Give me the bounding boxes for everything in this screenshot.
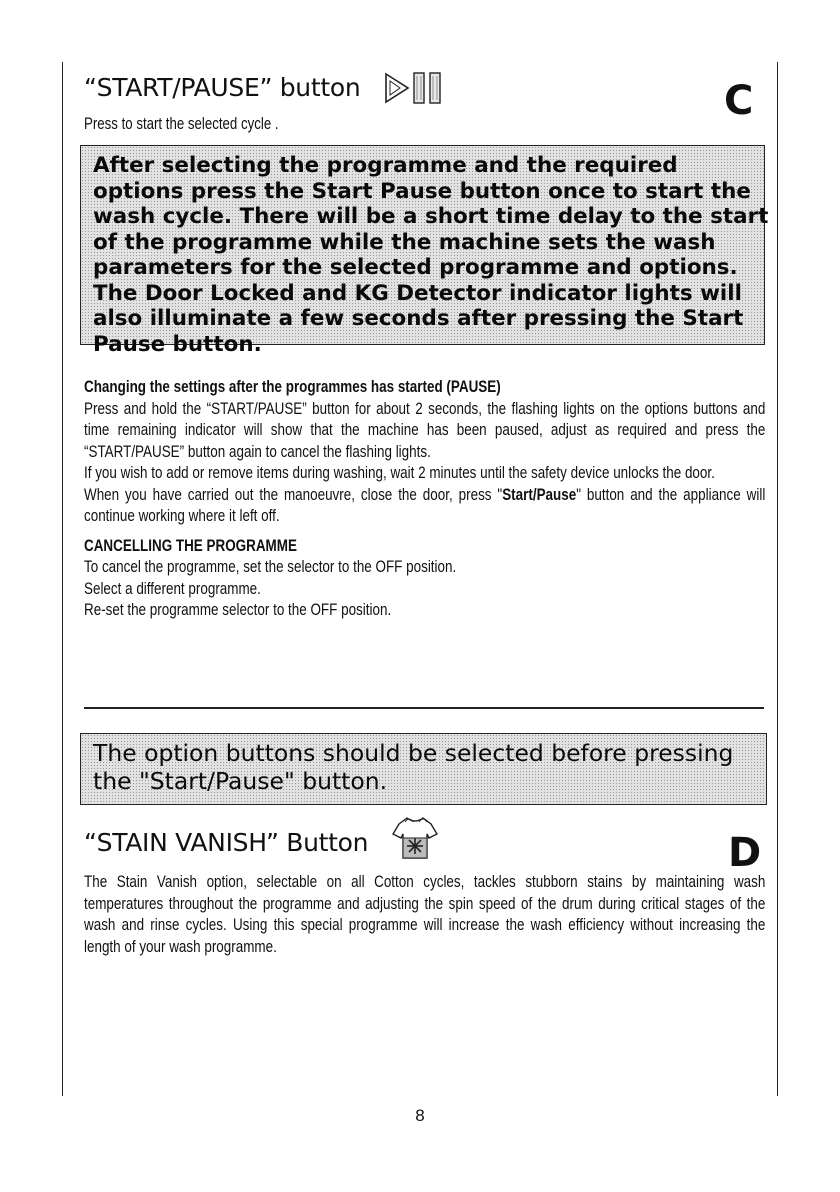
changing-settings-section [84,377,765,622]
continue-paragraph: When you have carried out the manoeuvre, close the door, press "Start/Pause" button and the appliance will continue working where it left off. [84,485,766,525]
start-pause-note-text: After selecting the programme and the required options press the Start Pause button once to start the wash cycle. There will be a short time delay to the start of the programme while the machine sets the wash parameters for the selected programme and options. The Door Locked and KG Detector indicator lights will also illuminate a few seconds after pressing the Start Pause button. [93,153,769,356]
section-letter-c: C [724,78,754,124]
start-pause-subtitle: Press to start the selected cycle . [84,114,279,133]
cancelling-heading: CANCELLING THE PROGRAMME [84,536,297,555]
section-letter-d: D [728,830,762,876]
left-margin-line [62,62,63,1096]
option-note-text: The option buttons should be selected before pressing the "Start/Pause" button. [93,741,734,795]
cancel-line: To cancel the programme, set the selector to the OFF position. [84,558,457,576]
section-divider [84,707,764,709]
add-remove-paragraph: If you wish to add or remove items during washing, wait 2 minutes until the safety device unlocks the door. [84,464,715,482]
select-line: Select a different programme. [84,579,261,598]
page-number: 8 [415,1106,425,1125]
option-note-box [80,733,767,805]
start-pause-heading: “START/PAUSE” button [84,73,361,102]
stain-vanish-text: The Stain Vanish option, selectable on all Cotton cycles, tackles stubborn stains by maintaining wash temperatures throughout the programme and adjusting the spin speed of the drum during critical stages of the wash and rinse cycles. Using this special programme will increase the wash efficiency without increasing the length of your wash programme. [84,873,766,956]
pause-paragraph: Press and hold the “START/PAUSE” button for about 2 seconds, the flashing lights on the options buttons and time remaining indicator will show that the machine has been paused, adjust as required and press the “START/PAUSE” button again to cancel the flashing lights. [84,399,766,461]
stain-vanish-heading: “STAIN VANISH” Button [84,828,369,857]
right-margin-line [777,62,778,1096]
start-pause-bold: Start/Pause [502,485,577,504]
start-pause-note-box [80,145,769,356]
reset-line: Re-set the programme selector to the OFF position. [84,601,392,619]
stain-vanish-icon [385,814,445,864]
changing-settings-heading: Changing the settings after the programmes has started (PAUSE) [84,378,501,396]
play-pause-icon [384,70,452,106]
